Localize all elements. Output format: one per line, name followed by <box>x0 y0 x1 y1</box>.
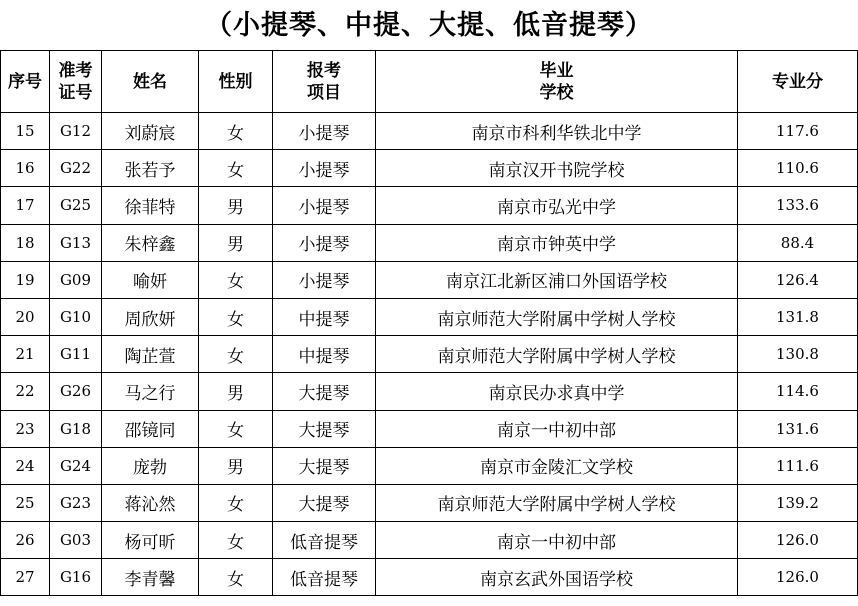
cell-score: 111.6 <box>738 447 858 484</box>
cell-school: 南京一中初中部 <box>376 522 738 559</box>
cell-gender: 女 <box>199 150 273 187</box>
header-exam-number <box>50 51 102 113</box>
roster-body <box>1 113 858 596</box>
cell-exam-number: G23 <box>50 484 102 521</box>
cell-item: 低音提琴 <box>273 559 376 596</box>
cell-gender: 女 <box>199 522 273 559</box>
cell-score: 139.2 <box>738 484 858 521</box>
cell-item: 中提琴 <box>273 336 376 373</box>
cell-exam-number: G11 <box>50 336 102 373</box>
cell-score: 131.8 <box>738 298 858 335</box>
cell-exam-number: G18 <box>50 410 102 447</box>
cell-exam-number: G26 <box>50 373 102 410</box>
cell-exam-number: G13 <box>50 224 102 261</box>
cell-no: 16 <box>1 150 50 187</box>
table-row <box>1 113 858 150</box>
table-row <box>1 224 858 261</box>
cell-name: 李青馨 <box>102 559 199 596</box>
cell-no: 24 <box>1 447 50 484</box>
cell-school: 南京市金陵汇文学校 <box>376 447 738 484</box>
cell-item: 小提琴 <box>273 224 376 261</box>
cell-school: 南京江北新区浦口外国语学校 <box>376 261 738 298</box>
cell-item: 小提琴 <box>273 261 376 298</box>
cell-score: 117.6 <box>738 113 858 150</box>
header-school <box>376 51 738 113</box>
cell-gender: 女 <box>199 113 273 150</box>
header-score: 专业分 <box>738 51 858 113</box>
header-exam-line2: 证号 <box>58 82 93 103</box>
cell-school: 南京师范大学附属中学树人学校 <box>376 336 738 373</box>
cell-gender: 女 <box>199 298 273 335</box>
table-row <box>1 373 858 410</box>
cell-exam-number: G22 <box>50 150 102 187</box>
cell-no: 17 <box>1 187 50 224</box>
cell-no: 22 <box>1 373 50 410</box>
cell-score: 130.8 <box>738 336 858 373</box>
cell-score: 126.0 <box>738 559 858 596</box>
cell-exam-number: G10 <box>50 298 102 335</box>
cell-item: 大提琴 <box>273 410 376 447</box>
cell-name: 庞勃 <box>102 447 199 484</box>
roster-table <box>0 50 858 596</box>
cell-school: 南京一中初中部 <box>376 410 738 447</box>
cell-item: 大提琴 <box>273 447 376 484</box>
header-gender: 性别 <box>199 51 273 113</box>
table-row <box>1 150 858 187</box>
cell-score: 133.6 <box>738 187 858 224</box>
cell-name: 徐菲特 <box>102 187 199 224</box>
cell-school: 南京市钟英中学 <box>376 224 738 261</box>
header-school-line1: 毕业 <box>539 60 574 81</box>
cell-score: 126.0 <box>738 522 858 559</box>
header-item-line1: 报考 <box>307 60 341 81</box>
cell-name: 蒋沁然 <box>102 484 199 521</box>
table-row <box>1 187 858 224</box>
cell-name: 周欣妍 <box>102 298 199 335</box>
cell-gender: 女 <box>199 336 273 373</box>
page-title: （小提琴、中提、大提、低音提琴） <box>205 10 653 41</box>
cell-score: 88.4 <box>738 224 858 261</box>
cell-school: 南京汉开书院学校 <box>376 150 738 187</box>
cell-no: 15 <box>1 113 50 150</box>
cell-item: 小提琴 <box>273 187 376 224</box>
cell-name: 马之行 <box>102 373 199 410</box>
cell-no: 25 <box>1 484 50 521</box>
cell-school: 南京玄武外国语学校 <box>376 559 738 596</box>
cell-no: 18 <box>1 224 50 261</box>
cell-item: 中提琴 <box>273 298 376 335</box>
cell-exam-number: G25 <box>50 187 102 224</box>
table-row <box>1 261 858 298</box>
cell-item: 大提琴 <box>273 484 376 521</box>
header-school-line2: 学校 <box>539 82 574 103</box>
cell-no: 23 <box>1 410 50 447</box>
cell-name: 朱梓鑫 <box>102 224 199 261</box>
cell-school: 南京市科利华铁北中学 <box>376 113 738 150</box>
cell-item: 小提琴 <box>273 150 376 187</box>
cell-score: 114.6 <box>738 373 858 410</box>
cell-no: 20 <box>1 298 50 335</box>
cell-gender: 女 <box>199 484 273 521</box>
cell-score: 126.4 <box>738 261 858 298</box>
cell-name: 陶芷萱 <box>102 336 199 373</box>
header-item-line2: 项目 <box>307 82 341 103</box>
table-row <box>1 559 858 596</box>
cell-item: 低音提琴 <box>273 522 376 559</box>
cell-exam-number: G16 <box>50 559 102 596</box>
cell-name: 杨可昕 <box>102 522 199 559</box>
cell-gender: 男 <box>199 224 273 261</box>
cell-school: 南京师范大学附属中学树人学校 <box>376 298 738 335</box>
cell-gender: 女 <box>199 410 273 447</box>
header-row <box>1 51 858 113</box>
cell-item: 大提琴 <box>273 373 376 410</box>
table-row <box>1 410 858 447</box>
cell-no: 21 <box>1 336 50 373</box>
cell-name: 张若予 <box>102 150 199 187</box>
header-name: 姓名 <box>102 51 199 113</box>
cell-school: 南京民办求真中学 <box>376 373 738 410</box>
header-item <box>273 51 376 113</box>
header-no: 序号 <box>1 51 50 113</box>
cell-name: 刘蔚宸 <box>102 113 199 150</box>
cell-gender: 女 <box>199 261 273 298</box>
table-row <box>1 336 858 373</box>
cell-school: 南京市弘光中学 <box>376 187 738 224</box>
cell-exam-number: G09 <box>50 261 102 298</box>
cell-name: 邵镜同 <box>102 410 199 447</box>
cell-no: 19 <box>1 261 50 298</box>
cell-exam-number: G12 <box>50 113 102 150</box>
table-row <box>1 522 858 559</box>
table-row <box>1 447 858 484</box>
cell-gender: 男 <box>199 187 273 224</box>
cell-no: 27 <box>1 559 50 596</box>
table-row <box>1 484 858 521</box>
cell-score: 131.6 <box>738 410 858 447</box>
cell-exam-number: G24 <box>50 447 102 484</box>
cell-school: 南京师范大学附属中学树人学校 <box>376 484 738 521</box>
cell-item: 小提琴 <box>273 113 376 150</box>
table-row <box>1 298 858 335</box>
cell-no: 26 <box>1 522 50 559</box>
cell-exam-number: G03 <box>50 522 102 559</box>
cell-gender: 男 <box>199 373 273 410</box>
cell-gender: 男 <box>199 447 273 484</box>
header-exam-line1: 准考 <box>58 60 93 81</box>
cell-gender: 女 <box>199 559 273 596</box>
cell-name: 喻妍 <box>102 261 199 298</box>
cell-score: 110.6 <box>738 150 858 187</box>
